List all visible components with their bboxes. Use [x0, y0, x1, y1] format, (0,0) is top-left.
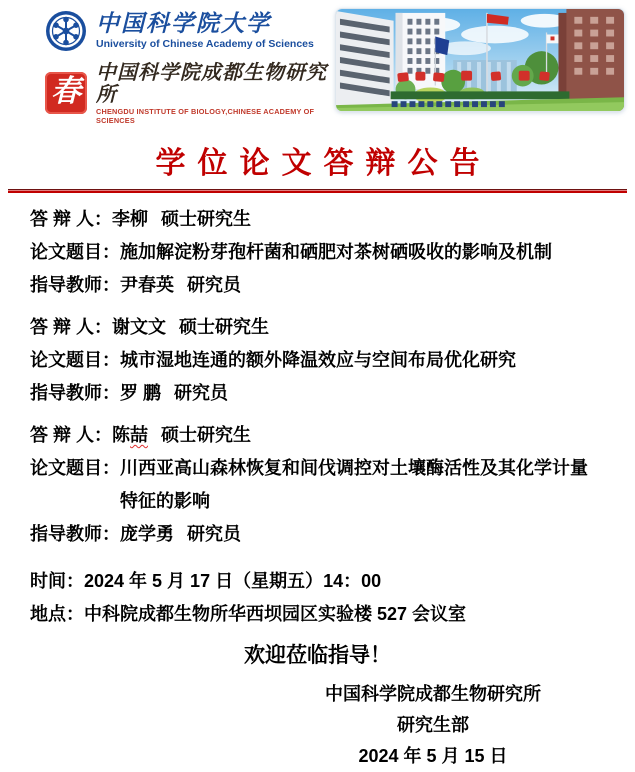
campus-photo [335, 8, 625, 112]
ucas-emblem-icon [45, 10, 87, 52]
thesis-title: 川西亚高山森林恢复和间伐调控对土壤酶活性及其化学计量特征的影响 [120, 458, 588, 511]
defense-entry-3 [30, 419, 605, 551]
place-row [30, 598, 605, 631]
thesis-title: 施加解淀粉芽孢杆菌和硒肥对茶树硒吸收的影响及机制 [120, 242, 552, 262]
cib-logo-text [96, 61, 330, 125]
advisor-title: 研究员 [174, 383, 229, 403]
advisor-label: 指导教师： [30, 275, 120, 295]
cib-name-cn: 中国科学院成都生物研究所 [96, 60, 327, 106]
advisor-title: 研究员 [187, 524, 241, 544]
defender-degree: 硕士研究生 [161, 425, 252, 445]
thesis-label: 论文题目： [30, 242, 120, 262]
advisor-label: 指导教师： [30, 383, 120, 403]
defender-name: 陈 [112, 425, 131, 445]
cib-seal-glyph: 春 [51, 74, 81, 109]
header [0, 0, 635, 125]
defender-degree: 硕士研究生 [179, 317, 270, 337]
defender-label: 答 辩 人： [30, 209, 113, 229]
defender-row [30, 311, 605, 344]
announcement-body [0, 193, 635, 772]
signature-block [325, 679, 541, 772]
ucas-name-en: University of Chinese Academy of Sciences [96, 38, 314, 50]
defender-row [30, 203, 605, 236]
ucas-logo-text [96, 12, 314, 50]
thesis-row [30, 452, 605, 518]
defender-label: 答 辩 人： [30, 425, 113, 445]
thesis-title: 城市湿地连通的额外降温效应与空间布局优化研究 [120, 350, 516, 370]
advisor-label: 指导教师： [30, 524, 120, 544]
defender-label: 答 辩 人： [30, 317, 113, 337]
ucas-logo [45, 10, 330, 52]
defender-name: 李柳 [112, 209, 149, 229]
time-label: 时间： [30, 571, 84, 591]
time-value: 2024 年 5 月 17 日（星期五）14：00 [84, 571, 382, 591]
thesis-row [30, 344, 605, 377]
ucas-name-cn: 中国科学院大学 [96, 10, 271, 37]
advisor-row [30, 518, 605, 551]
thesis-label: 论文题目： [30, 458, 120, 478]
advisor-name: 庞学勇 [120, 524, 174, 544]
welcome-line: 欢迎莅临指导！ [244, 644, 391, 667]
advisor-name: 尹春英 [120, 275, 174, 295]
advisor-title: 研究员 [187, 275, 241, 295]
cib-name-en: CHENGDU INSTITUTE OF BIOLOGY,CHINESE ACADEMY OF SCIENCES [96, 107, 315, 125]
time-row [30, 565, 605, 598]
advisor-row [30, 269, 605, 302]
campus-photo-image [336, 9, 624, 111]
page-title: 学位论文答辩公告 [155, 146, 492, 181]
advisor-name: 罗 鹏 [120, 383, 162, 403]
place-value: 中科院成都生物所华西坝园区实验楼 527 会议室 [84, 604, 467, 624]
cib-logo [45, 61, 330, 125]
signature-dept: 研究生部 [397, 715, 469, 735]
defender-row [30, 419, 605, 452]
signature-org: 中国科学院成都生物研究所 [325, 684, 541, 704]
place-label: 地点： [30, 604, 84, 624]
advisor-row [30, 377, 605, 410]
defense-entry-2 [30, 311, 605, 410]
defense-entry-1 [30, 203, 605, 302]
logo-block [45, 10, 330, 125]
thesis-row [30, 236, 605, 269]
signature-date: 2024 年 5 月 15 日 [358, 746, 508, 766]
defender-name-misspell: 喆 [130, 425, 149, 445]
thesis-label: 论文题目： [30, 350, 120, 370]
cib-seal-icon [45, 72, 87, 114]
defender-name: 谢文文 [112, 317, 167, 337]
defender-degree: 硕士研究生 [161, 209, 252, 229]
schedule-block [30, 565, 605, 631]
